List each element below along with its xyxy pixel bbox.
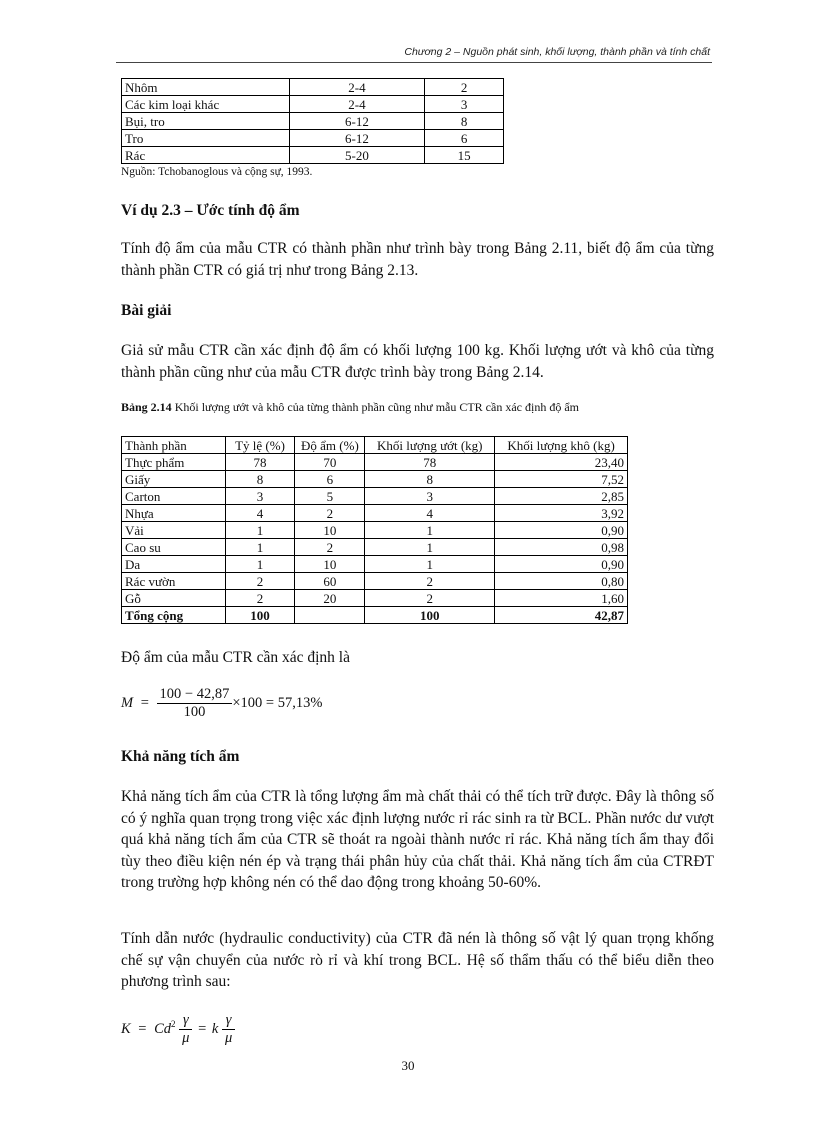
- table-row: [122, 147, 504, 164]
- equation-k-gamma-2: γ: [222, 1012, 235, 1030]
- wet-mass-cell: 3: [365, 488, 495, 505]
- typical-cell: 6: [425, 130, 504, 147]
- moisture-cell: 60: [295, 573, 365, 590]
- table-row: [122, 590, 628, 607]
- component-cell: Rác vườn: [122, 573, 226, 590]
- dry-mass-cell: 3,92: [495, 505, 628, 522]
- equation-k-term: Cd: [154, 1020, 172, 1037]
- equation-k-mu-2: μ: [224, 1030, 233, 1046]
- typical-cell: 2: [425, 79, 504, 96]
- total-moisture-cell: [295, 607, 365, 624]
- table-row: [122, 471, 628, 488]
- table-row: [122, 454, 628, 471]
- typical-cell: 15: [425, 147, 504, 164]
- equation-k-lhs: K: [121, 1020, 131, 1037]
- composition-table-body: [122, 79, 504, 164]
- typical-cell: 8: [425, 113, 504, 130]
- percent-cell: 1: [225, 556, 295, 573]
- column-header: Thành phần: [122, 437, 226, 454]
- capacity-heading: Khả năng tích ẩm: [121, 748, 240, 765]
- running-header: Chương 2 – Nguồn phát sinh, khối lượng, thành phần và tính chất: [404, 46, 710, 58]
- table-row: [122, 573, 628, 590]
- table-source-note: Nguồn: Tchobanoglous và cộng sự, 1993.: [121, 166, 313, 178]
- dry-mass-cell: 1,60: [495, 590, 628, 607]
- range-cell: 6-12: [289, 113, 425, 130]
- example-heading: Ví dụ 2.3 – Ước tính độ ẩm: [121, 202, 300, 219]
- capacity-paragraph: Khả năng tích ẩm của CTR là tổng lượng ẩm mà chất thải có thể tích trữ được. Đây là thông số có ý nghĩa quan trọng trong việc xác định lượng nước rỉ rác sinh ra từ BCL. Phần nước dư vượt quá khả năng tích ẩm của CTR sẽ thoát ra ngoài thành nước rỉ rác. Khả năng tích ẩm thay đổi tùy theo điều kiện nén ép và trạng thái phân hủy của chất thải. Khả năng tích ẩm của CTRĐT trong trường hợp không nén có thể dao động trong khoảng 50-60%.: [121, 788, 714, 891]
- header-rule: [116, 62, 712, 63]
- percent-cell: 2: [225, 590, 295, 607]
- dry-mass-cell: 0,90: [495, 522, 628, 539]
- component-cell: Nhôm: [122, 79, 290, 96]
- equation-k-equals-2: =: [198, 1020, 207, 1037]
- percent-cell: 1: [225, 539, 295, 556]
- solution-heading: Bài giải: [121, 302, 172, 319]
- equation-m-lhs: M: [121, 694, 134, 711]
- wet-mass-cell: 2: [365, 590, 495, 607]
- equation-m-rhs: ×100 = 57,13%: [232, 694, 323, 711]
- page-number: 30: [401, 1058, 415, 1073]
- dry-mass-cell: 23,40: [495, 454, 628, 471]
- equation-k-exponent: 2: [171, 1019, 176, 1029]
- table-row: [122, 113, 504, 130]
- wet-mass-cell: 4: [365, 505, 495, 522]
- component-cell: Gỗ: [122, 590, 226, 607]
- moisture-cell: 20: [295, 590, 365, 607]
- dry-mass-cell: 0,80: [495, 573, 628, 590]
- component-cell: Nhựa: [122, 505, 226, 522]
- table-row: [122, 130, 504, 147]
- dry-mass-cell: 7,52: [495, 471, 628, 488]
- component-cell: Vải: [122, 522, 226, 539]
- component-cell: Các kim loại khác: [122, 96, 290, 113]
- table-row: [122, 505, 628, 522]
- moisture-cell: 70: [295, 454, 365, 471]
- column-header: Khối lượng ướt (kg): [365, 437, 495, 454]
- percent-cell: 3: [225, 488, 295, 505]
- component-cell: Carton: [122, 488, 226, 505]
- range-cell: 2-4: [289, 96, 425, 113]
- range-cell: 6-12: [289, 130, 425, 147]
- table-row: [122, 522, 628, 539]
- column-header: Độ ẩm (%): [295, 437, 365, 454]
- dry-mass-cell: 0,90: [495, 556, 628, 573]
- moisture-cell: 5: [295, 488, 365, 505]
- percent-cell: 8: [225, 471, 295, 488]
- composition-table-continued: [121, 78, 504, 164]
- typical-cell: 3: [425, 96, 504, 113]
- total-percent-cell: 100: [225, 607, 295, 624]
- moisture-intro: Độ ẩm của mẫu CTR cần xác định là: [121, 649, 350, 666]
- table-row: [122, 96, 504, 113]
- percent-cell: 4: [225, 505, 295, 522]
- wet-mass-cell: 1: [365, 539, 495, 556]
- equation-k-equals: =: [138, 1020, 147, 1037]
- table-caption-label: Bảng 2.14: [121, 400, 172, 414]
- table-row: [122, 556, 628, 573]
- percent-cell: 2: [225, 573, 295, 590]
- range-cell: 2-4: [289, 79, 425, 96]
- equation-m-numerator: 100 − 42,87: [157, 686, 233, 704]
- dry-mass-cell: 2,85: [495, 488, 628, 505]
- component-cell: Da: [122, 556, 226, 573]
- range-cell: 5-20: [289, 147, 425, 164]
- component-cell: Giấy: [122, 471, 226, 488]
- table-total-row: [122, 607, 628, 624]
- table-caption: [121, 400, 579, 415]
- table-header-row: [122, 437, 628, 454]
- component-cell: Tro: [122, 130, 290, 147]
- moisture-cell: 10: [295, 522, 365, 539]
- wet-mass-cell: 8: [365, 471, 495, 488]
- equation-k-gamma-1: γ: [179, 1012, 192, 1030]
- moisture-equation: [121, 686, 322, 721]
- moisture-cell: 6: [295, 471, 365, 488]
- conductivity-equation: [121, 1012, 235, 1047]
- component-cell: Bụi, tro: [122, 113, 290, 130]
- component-cell: Rác: [122, 147, 290, 164]
- component-cell: Thực phẩm: [122, 454, 226, 471]
- equation-m-fraction: [157, 686, 233, 721]
- total-wet-mass-cell: 100: [365, 607, 495, 624]
- equation-k-fraction-2: [222, 1012, 235, 1047]
- equation-m-equals: =: [140, 694, 149, 711]
- table-caption-text: Khối lượng ướt và khô của từng thành phần cũng như mẫu CTR cần xác định độ ẩm: [171, 400, 579, 414]
- dry-mass-cell: 0,98: [495, 539, 628, 556]
- column-header: Tỷ lệ (%): [225, 437, 295, 454]
- conductivity-paragraph: Tính dẫn nước (hydraulic conductivity) của CTR đã nén là thông số vật lý quan trọng khống chế sự vận chuyển của nước rò rỉ và khí trong BCL. Hệ số thẩm thấu có thể biểu diễn theo phương trình sau:: [121, 930, 714, 990]
- equation-m-denominator: 100: [183, 704, 206, 720]
- column-header: Khối lượng khô (kg): [495, 437, 628, 454]
- moisture-table: [121, 436, 628, 624]
- table-row: [122, 488, 628, 505]
- moisture-table-body: [122, 437, 628, 624]
- percent-cell: 78: [225, 454, 295, 471]
- moisture-cell: 2: [295, 505, 365, 522]
- wet-mass-cell: 1: [365, 556, 495, 573]
- moisture-cell: 2: [295, 539, 365, 556]
- moisture-cell: 10: [295, 556, 365, 573]
- equation-k-coefficient: k: [211, 1020, 219, 1037]
- wet-mass-cell: 78: [365, 454, 495, 471]
- total-dry-mass-cell: 42,87: [495, 607, 628, 624]
- table-row: [122, 539, 628, 556]
- percent-cell: 1: [225, 522, 295, 539]
- example-paragraph: Tính độ ẩm của mẫu CTR có thành phần như trình bày trong Bảng 2.11, biết độ ẩm của từng thành phần CTR có giá trị như trong Bảng 2.13.: [121, 240, 714, 279]
- table-row: [122, 79, 504, 96]
- solution-paragraph: Giả sử mẫu CTR cần xác định độ ẩm có khối lượng 100 kg. Khối lượng ướt và khô của từng thành phần cũng như của mẫu CTR được trình bày trong Bảng 2.14.: [121, 342, 714, 381]
- component-cell: Cao su: [122, 539, 226, 556]
- wet-mass-cell: 1: [365, 522, 495, 539]
- wet-mass-cell: 2: [365, 573, 495, 590]
- equation-k-fraction-1: [179, 1012, 192, 1047]
- total-component-cell: Tổng cộng: [122, 607, 226, 624]
- equation-k-mu-1: μ: [182, 1030, 190, 1046]
